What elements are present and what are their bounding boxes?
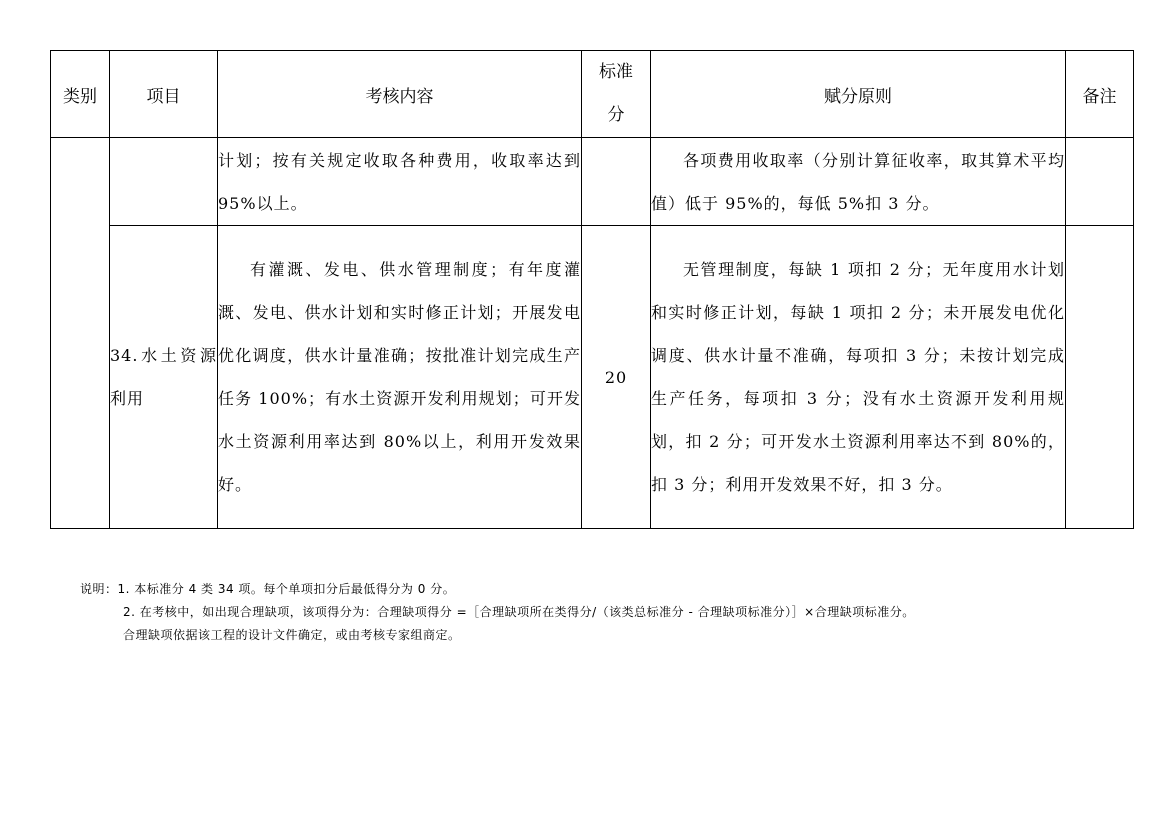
header-remarks: 备注 <box>1066 51 1134 138</box>
header-category: 类别 <box>51 51 110 138</box>
category-cell <box>51 138 110 529</box>
content-cell: 计划；按有关规定收取各种费用，收取率达到 95%以上。 <box>218 138 582 226</box>
header-standard-score-line2: 分 <box>607 105 625 125</box>
scoring-cell: 无管理制度，每缺 1 项扣 2 分；无年度用水计划和实时修正计划，每缺 1 项扣 2 分；未开展发电优化调度、供水计量不准确，每项扣 3 分；未按计划完成生产任务，每项扣 3 分；没有水土资源开发利用规划，扣 2 分；可开发水土资源利用率达不到 80%的，扣 3 分；利用开发效果不好，扣 3 分。 <box>651 226 1066 529</box>
note-line-3: 合理缺项依据该工程的设计文件确定，或由考核专家组商定。 <box>123 628 461 642</box>
table-row <box>51 138 1134 226</box>
item-cell <box>110 138 218 226</box>
remarks-cell <box>1066 138 1134 226</box>
header-standard-score <box>582 51 651 138</box>
header-item: 项目 <box>110 51 218 138</box>
item-cell: 34.水土资源利用 <box>110 226 218 529</box>
header-row <box>51 51 1134 138</box>
header-scoring: 赋分原则 <box>651 51 1066 138</box>
score-cell <box>582 138 651 226</box>
notes <box>80 578 915 647</box>
content-cell: 有灌溉、发电、供水管理制度；有年度灌溉、发电、供水计划和实时修正计划；开展发电优化调度，供水计量准确；按批准计划完成生产任务 100%；有水土资源开发利用规划；可开发水土资源利用率达到 80%以上，利用开发效果好。 <box>218 226 582 529</box>
header-content: 考核内容 <box>218 51 582 138</box>
scoring-cell: 各项费用收取率（分别计算征收率，取其算术平均值）低于 95%的，每低 5%扣 3 分。 <box>651 138 1066 226</box>
assessment-table <box>50 50 1134 529</box>
header-standard-score-line1: 标准 <box>599 62 633 82</box>
note-line-2: 2. 在考核中，如出现合理缺项，该项得分为：合理缺项得分 =［合理缺项所在类得分/（该类总标准分 - 合理缺项标准分）］×合理缺项标准分。 <box>123 605 915 619</box>
remarks-cell <box>1066 226 1134 529</box>
score-cell: 20 <box>582 226 651 529</box>
table-row <box>51 226 1134 529</box>
note-line-1: 说明：1. 本标准分 4 类 34 项。每个单项扣分后最低得分为 0 分。 <box>80 582 456 596</box>
